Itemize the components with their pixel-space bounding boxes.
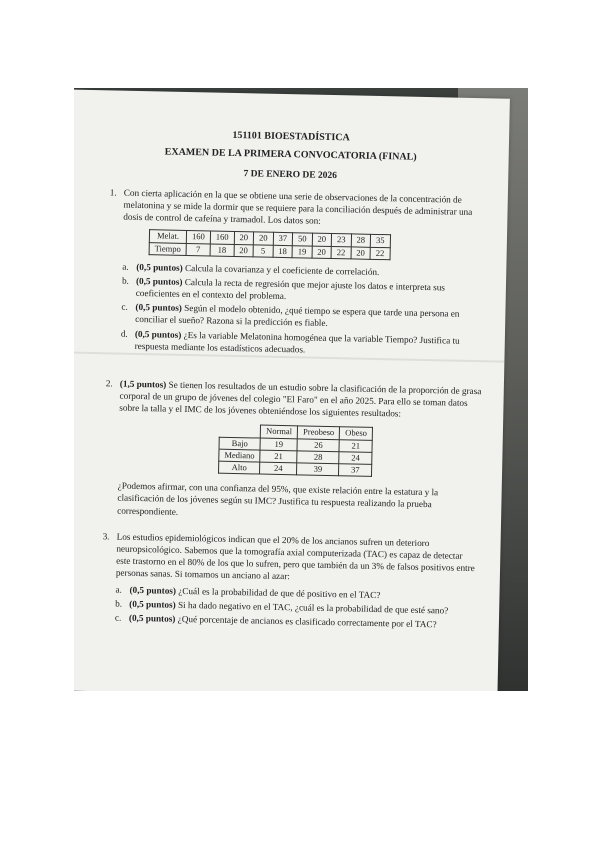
table-cell: 22 <box>331 246 351 259</box>
table-cell: 19 <box>292 245 312 258</box>
course-title: 151101 BIOESTADÍSTICA <box>232 129 350 144</box>
sub-question: a. (0,5 puntos) ¿Cuál es la probabilidad de que dé positivo en el TAC? <box>115 584 381 600</box>
table-cell: 26 <box>297 438 339 451</box>
row-header: Alto <box>218 461 259 474</box>
exam-sheet <box>74 90 510 691</box>
table-cell: 5 <box>253 245 273 258</box>
exam-photo <box>74 88 528 691</box>
question-number: 2. <box>105 378 113 389</box>
sub-questions <box>115 583 478 631</box>
question-3 <box>102 531 479 632</box>
sub-question: d. (0,5 puntos) ¿Es la variable Melatonina homogénea que la variable Tiempo? Justifica tu respuesta mediante los estadísticos adecuados. <box>120 328 460 355</box>
column-header: Preobeso <box>297 426 339 439</box>
question-2 <box>105 378 482 524</box>
table-cell: 160 <box>186 231 210 244</box>
table-cell: 50 <box>292 233 312 246</box>
column-header: Obeso <box>340 427 373 440</box>
table-cell: 20 <box>351 247 371 260</box>
table-cell: 20 <box>312 246 332 259</box>
sub-question: a. (0,5 puntos) Calcula la covarianza y el coeficiente de correlación. <box>122 261 380 277</box>
question-1 <box>109 187 486 359</box>
table-row <box>218 461 371 476</box>
table-cell: 23 <box>331 234 351 247</box>
question-number: 1. <box>109 187 117 198</box>
table-cell: 21 <box>339 439 372 452</box>
column-header: Normal <box>260 425 297 438</box>
question-text: (1,5 puntos) Se tienen los resultados de un estudio sobre la clasificación de la proporción de grasa corporal de un grupo de jóvenes del colegio "El Faro" en el año 2025. Para ello se toman datos sobre la talla y el IMC de los jóvenes obteniéndose los siguientes resultados: <box>119 378 482 419</box>
table-cell: 39 <box>297 463 339 476</box>
question-text: Los estudios epidemiológicos indican que el 20% de los ancianos sufren un deterioro neuropsicológico. Sabemos que la tomografía axial computerizada (TAC) es capaz de detectar este trastorno en el 80% de los que lo sufren, pero que también da un 3% de falsos positivos entre personas sanas. Si tomamos un anciano al azar: <box>115 531 475 582</box>
sub-question: b. (0,5 puntos) Si ha dado negativo en el TAC, ¿cuál es la probabilidad de que esté sano? <box>115 598 449 616</box>
question-text: Con cierta aplicación en la que se obtiene una serie de observaciones de la concentración de melatonina y se mide la dormir que se requiere para la conciliación después de administrar una dosis de control de cafeína y tramadol. Los datos son: <box>123 187 473 227</box>
question-number: 3. <box>102 531 110 542</box>
table-cell: 21 <box>260 450 297 463</box>
table-cell: 28 <box>351 234 371 247</box>
table-cell: 160 <box>210 231 234 244</box>
row-header: Mediano <box>219 449 260 462</box>
table-cell: 28 <box>297 451 339 464</box>
table-cell: 20 <box>312 234 332 247</box>
table-cell: 20 <box>234 232 254 245</box>
exam-title: EXAMEN DE LA PRIMERA CONVOCATORIA (FINAL) <box>164 146 417 163</box>
table-cell: 20 <box>234 244 254 257</box>
table-cell: 24 <box>339 452 372 465</box>
table-cell: 18 <box>210 244 234 257</box>
table-cell: 19 <box>260 438 297 451</box>
sub-question: c. (0,5 puntos) Según el modelo obtenido, ¿qué tiempo se espera que tarde una persona en conciliar el sueño? Razona si la predicción es fiable. <box>121 301 460 329</box>
row-header: Bajo <box>219 437 260 450</box>
table-cell: 18 <box>273 245 293 258</box>
table-cell: 7 <box>186 243 210 256</box>
table-cell: 22 <box>370 247 390 260</box>
sub-question: c. (0,5 puntos) ¿Qué porcentaje de ancianos es clasificado correctamente por el TAC? <box>114 612 437 630</box>
table-cell: 20 <box>253 232 273 245</box>
row-header: Melat. <box>149 230 186 243</box>
table-cell: 37 <box>339 464 372 477</box>
table-cell: 24 <box>260 462 297 475</box>
data-table <box>149 230 391 260</box>
table-cell: 37 <box>273 233 293 246</box>
table-cell: 35 <box>370 235 390 248</box>
sub-questions <box>121 260 485 359</box>
question-prompt: ¿Podemos afirmar, con una confianza del 95%, que existe relación entre la estatura y la clasificación de los jóvenes según su IMC? Justifica tu respuesta realizando la prueba correspondiente. <box>117 480 439 517</box>
exam-date: 7 DE ENERO DE 2026 <box>243 169 338 182</box>
sub-question: b. (0,5 puntos) Calcula la recta de regresión que mejor ajuste los datos e interpreta sus coeficientes en el contexto del problema. <box>121 275 446 302</box>
row-header: Tiempo <box>149 242 186 255</box>
table-corner <box>219 425 260 438</box>
contingency-table <box>218 424 373 477</box>
